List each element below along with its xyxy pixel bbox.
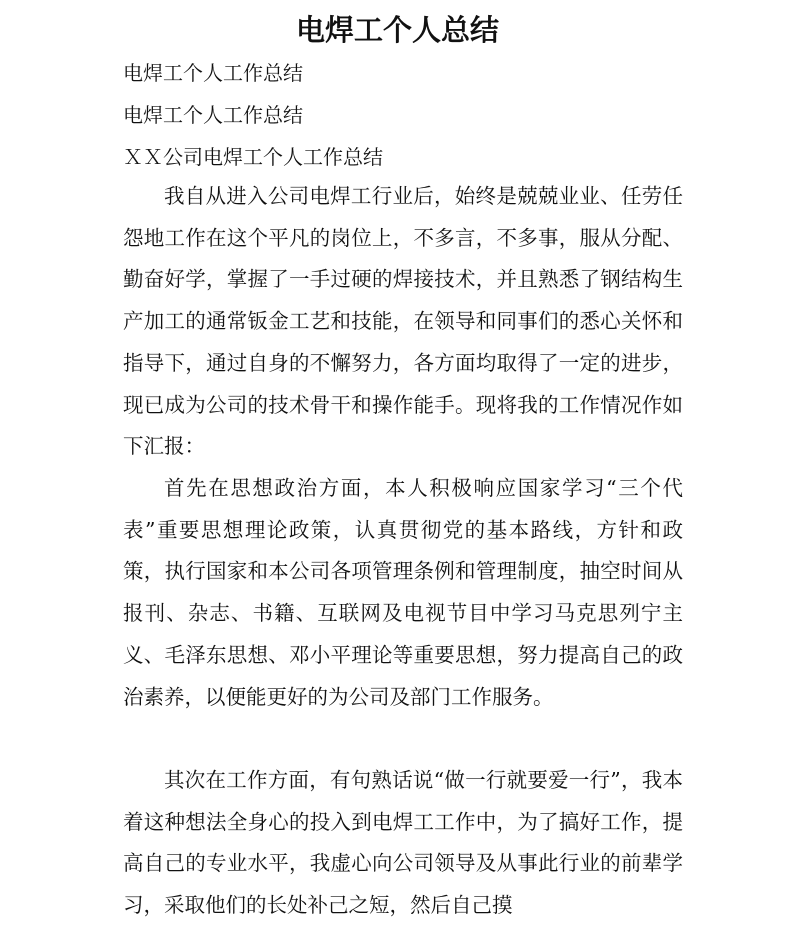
paragraph-politics: 首先在思想政治方面，本人积极响应国家学习“三个代表”重要思想理论政策，认真贯彻党的基本路线，方针和政策，执行国家和本公司各项管理条例和管理制度，抽空时间从报刊、杂志、书籍、互联网及电视节目中学习马克思列宁主义、毛泽东思想、邓小平理论等重要思想，努力提高自己的政治素养，以便能更好的为公司及部门工作服务。 <box>123 476 683 709</box>
subtitle-2: 电焊工个人工作总结 <box>123 103 303 127</box>
document-title: 电焊工个人总结 <box>295 13 499 47</box>
paragraph-intro: 我自从进入公司电焊工行业后，始终是兢兢业业、任劳任怨地工作在这个平凡的岗位上，不多言，不多事，服从分配、勤奋好学，掌握了一手过硬的焊接技术，并且熟悉了钢结构生产加工的通常钣金工艺和技能，在领导和同事们的悉心关怀和指导下，通过自身的不懈努力，各方面均取得了一定的进步，现已成为公司的技术骨干和操作能手。现将我的工作情况作如下汇报： <box>123 184 683 459</box>
paragraph-work: 其次在工作方面，有句熟话说“做一行就要爱一行”，我本着这种想法全身心的投入到电焊工工作中，为了搞好工作，提高自己的专业水平，我虚心向公司领导及从事此行业的前辈学习，采取他们的长处补己之短，然后自己摸 <box>123 768 683 918</box>
subtitle-3: ＸＸ公司电焊工个人工作总结 <box>123 145 383 169</box>
subtitle-1: 电焊工个人工作总结 <box>123 61 303 85</box>
